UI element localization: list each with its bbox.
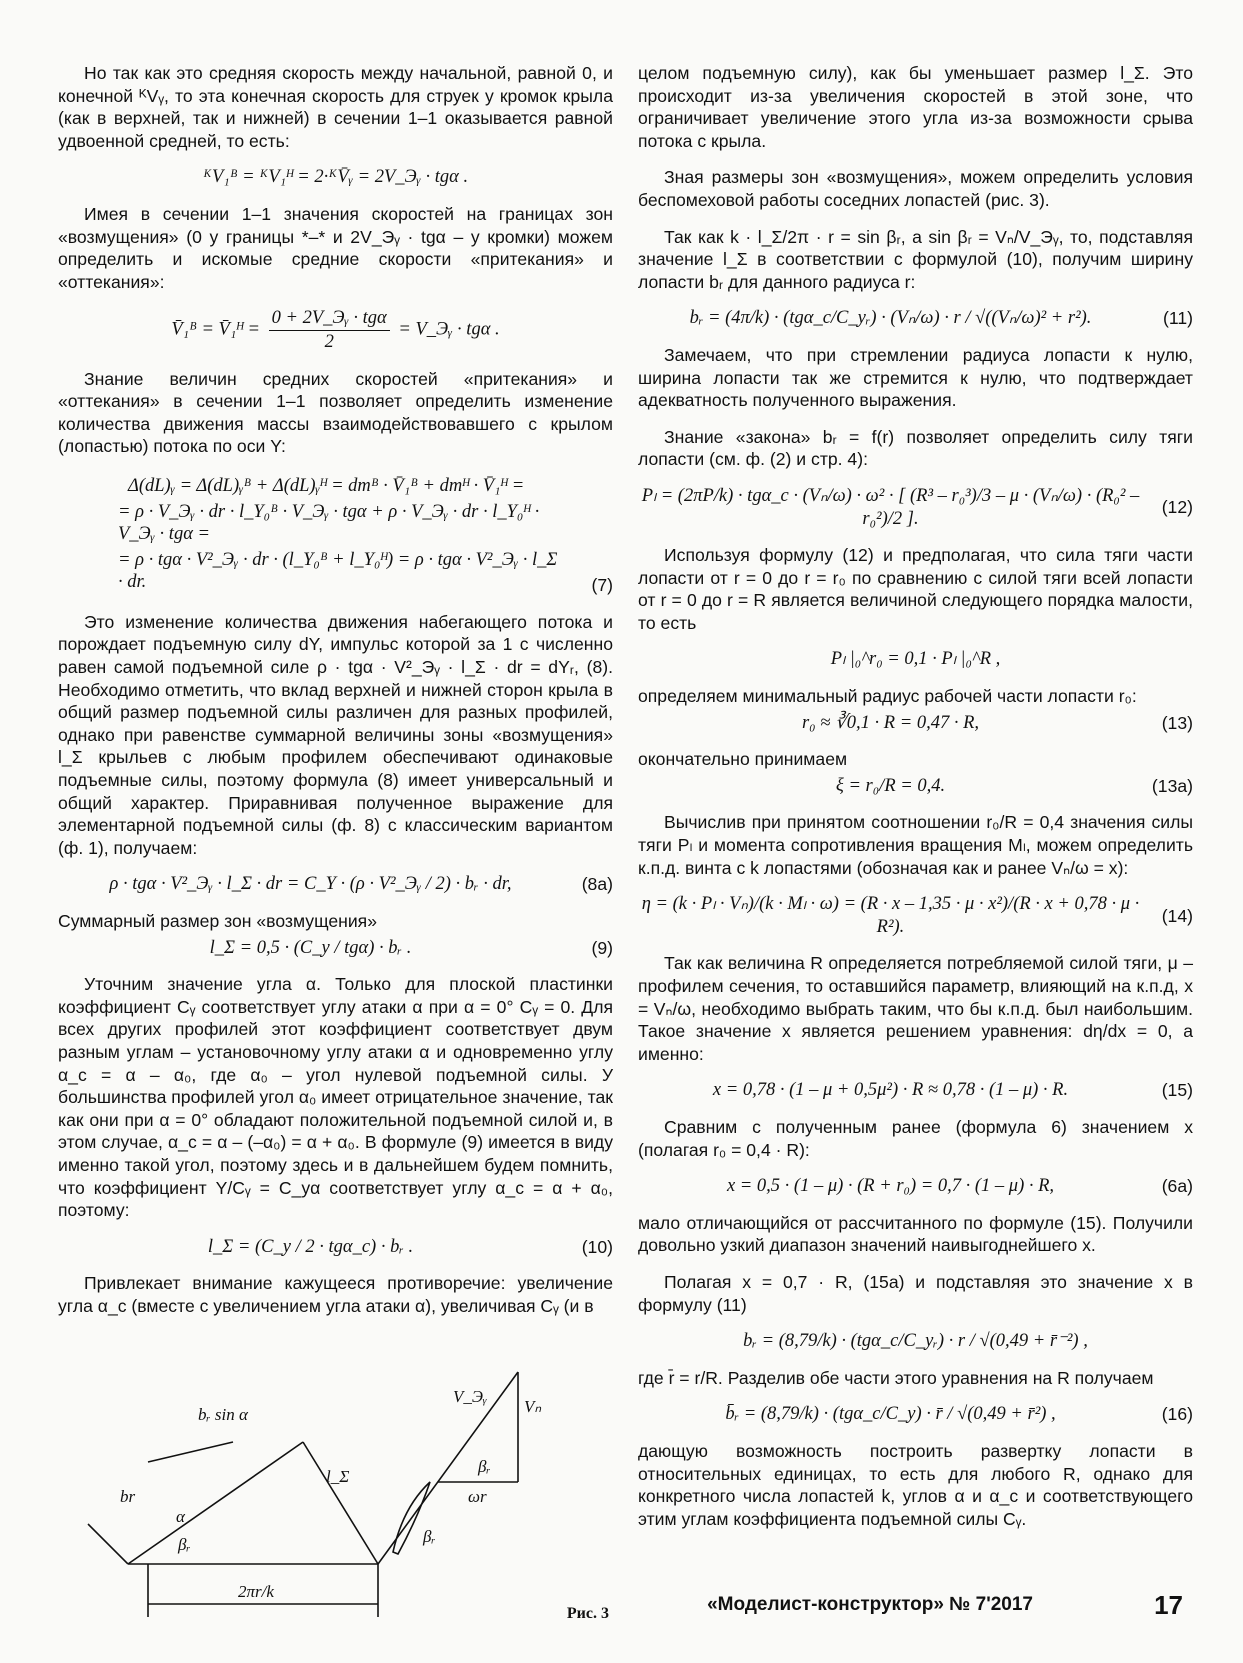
paragraph: где r̄ = r/R. Разделив обе части этого уравнения на R получаем [638,1367,1154,1388]
equation-number: (15) [1161,1080,1193,1101]
paragraph: Используя формулу (12) и предполагая, что сила тяги части лопасти от r = 0 до r = r₀ по сравнению с силой тяги всей лопасти от r = 0 до r = R является величиной следующего порядка малости, то есть [638,545,1193,633]
denominator: 2 [324,331,334,352]
label-beta-r: βᵣ [478,1456,491,1476]
paragraph: Замечаем, что при стремлении радиуса лопасти к нулю, ширина лопасти так же стремится к нулю, что подтверждает адекватность полученного выражения. [638,344,1193,411]
equation-line: = ρ · V_Эᵧ · dr · l_Y₀ᴮ · V_Эᵧ · tgα + ρ · V_Эᵧ · dr · l_Y₀ᴴ · V_Эᵧ · tgα = [118,501,540,545]
equation-body: Pₗ |₀^r₀ = 0,1 · Pₗ |₀^R , [830,649,1001,670]
label-vn: Vₙ [524,1396,542,1416]
equation-line: Δ(dL)ᵧ = Δ(dL)ᵧᴮ + Δ(dL)ᵧᴴ = dmᴮ · V̄₁ᴮ + dmᴴ · V̄₁ᴴ = [128,475,525,496]
equation-body: x = 0,5 · (1 – μ) · (R + r₀) = 0,7 · (1 – μ) · R, [726,1176,1055,1197]
paragraph: мало отличающийся от рассчитанного по формуле (15). Получили довольно узкий диапазон значений наивыгоднейшего x. [638,1212,1193,1256]
equation [638,893,1193,938]
equation [638,1330,1193,1353]
label-beta-r: βᵣ [423,1526,436,1546]
numerator: 0 + 2V_Эᵧ · tgα [269,307,390,331]
paragraph: Это изменение количества движения набегающего потока и порождает подъемную силу dY, импульс которой за 1 с численно равен самой подъемной силе ρ · tgα · V²_Эᵧ · l_Σ · dr = dYᵣ, (8). Необходимо отметить, что вклад верхней и нижней сторон крыла в общий размер подъемной силы различен для разных профилей, однако при равенстве суммарной величины зоны «возмущения» l_Σ крыльев с любым профилем обеспечивают одинаковые подъемные силы, поэтому формула (8) имеет универсальный и общий характер. Приравнивая полученное выражение для элементарной подъемной силы (ф. 8) с классическим вариантом (ф. 1), получаем: [58,611,613,858]
paragraph: дающую возможность построить развертку лопасти в относительных единицах, то есть для любого R, однако для конкретного числа лопастей k, углов α и α_c и соответствующего этим углам коэффициента подъемной силы Cᵧ. [638,1440,1193,1529]
fraction [269,307,390,353]
blade-diagram [58,1332,613,1632]
equation-body: Pₗ = (2πP/k) · tgα_c · (Vₙ/ω) · ω² · [ (R³ – r₀³)/3 – μ · (Vₙ/ω) · (R₀² – r₀²)/2 ]. [641,485,1140,529]
equation-body: η = (k · Pₗ · Vₙ)/(k · Mₗ · ω) = (R · x – 1,35 · μ · x²)/(R · x + 0,78 · μ · R²). [641,894,1140,937]
figure-caption: Рис. 3 [566,1604,609,1622]
paragraph: Но так как это средняя скорость между начальной, равной 0, и конечной ᴷVᵧ, то эта конечная скорость для струек у кромок крыла (как в верхней, так и нижней) в сечении 1–1 оказывается равной удвоенной средней, то есть: [58,63,613,151]
equation-number: (8а) [581,874,613,895]
equation [638,1403,1193,1426]
label-br: br [120,1486,136,1506]
equation-body: l_Σ = 0,5 · (C_y / tgα) · bᵣ . [209,937,412,958]
blade-chord-right [378,1372,518,1564]
label-l-sigma: l_Σ [326,1466,350,1486]
paragraph: Знание «закона» bᵣ = f(r) позволяет определить силу тяги лопасти (см. ф. (2) и стр. 4): [638,426,1193,470]
paragraph: окончательно принимаем [638,749,848,770]
page-footer [0,1590,1243,1630]
figure-3 [58,1332,613,1632]
journal-title: «Моделист-конструктор» № 7'2017 [707,1594,1033,1615]
equation-number: (11) [1163,308,1193,329]
equation-body: b̄ᵣ = (8,79/k) · (tgα_c/C_y) · r̄ / √(0,49 + r̄²) , [725,1404,1056,1425]
equation [58,937,613,960]
paragraph: Так как k · l_Σ/2π · r = sin βᵣ, а sin βᵣ = Vₙ/V_Эᵧ, то, подставляя значение l_Σ в соответствии с формулой (10), получим ширину лопасти bᵣ для данного радиуса r: [638,226,1193,292]
equation [638,485,1193,530]
equation-number: (9) [591,937,613,958]
paragraph: Сравним с полученным ранее (формула 6) значением x (полагая r₀ = 0,4 · R): [638,1116,1193,1160]
equation-body: l_Σ = (C_y / 2 · tgα_c) · bᵣ . [207,1236,414,1257]
paragraph: Полагая x = 0,7 · R, (15а) и подставляя это значение x в формулу (11) [638,1271,1193,1315]
left-column [58,62,613,1632]
equation-number: (10) [581,1236,613,1257]
equation-body: ᴷV₁ᴮ = ᴷV₁ᴴ = 2·ᴷV̄ᵧ = 2V_Эᵧ · tgα . [202,167,469,188]
equation-number: (13а) [1151,775,1193,796]
label-alpha: α [176,1506,185,1526]
eq-lhs: V̄₁ᴮ = V̄₁ᴴ = [171,319,260,340]
paragraph: Имея в сечении 1–1 значения скоростей на границах зон «возмущения» (0 у границы *–* и 2V_Эᵧ · tgα – у кромки) можем определить и искомые средние скорости «притекания» и «оттекания»: [58,203,613,292]
equation-number: (16) [1161,1404,1193,1425]
paragraph: Знание величин средних скоростей «притекания» и «оттекания» в сечении 1–1 позволяет определить изменение количества движения массы взаимодействовавшего с крылом (лопастью) потока по оси Y: [58,368,613,457]
label-beta-r: βᵣ [178,1534,191,1554]
paragraph: Суммарный размер зон «возмущения» [58,911,377,931]
equation-body [58,307,613,353]
equation-body: ρ · tgα · V²_Эᵧ · l_Σ · dr = C_Y · (ρ · V²_Эᵧ / 2) · bᵣ · dr, [109,874,512,895]
br-dimension-line [88,1524,128,1564]
equation [58,307,613,353]
equation [58,166,613,189]
equation-number: (13) [1161,712,1193,733]
paragraph: Уточним значение угла α. Только для плоской пластинки коэффициент Cᵧ соответствует углу атаки α при α = 0° Cᵧ = 0. Для всех других профилей этот коэффициент соответствует двум разным углам – установочному углу атаки α и одновременно углу α_c = α – α₀, где α₀ – угол нулевой подъемной силы. У большинства профилей угол α₀ имеет отрицательное значение, так как они при α = 0° обладают положительной подъемной силой и, в этом случае, α_c = α – (–α₀) = α + α₀. В формуле (9) имеется в виду именно такой угол, поэтому здесь и в дальнейшем будем помнить, что коэффициент Y/Cᵧ = C_yα соответствует углу α_c = α + α₀, поэтому: [58,974,613,1221]
equation [638,1079,1193,1102]
right-column [638,62,1193,1544]
equation [58,1236,613,1259]
equation-number: (12) [1161,497,1193,518]
equation-number: (6а) [1161,1176,1193,1197]
label-v-ey: V_Эᵧ [453,1386,487,1406]
equation-body: r₀ ≈ ∛0,1 · R = 0,47 · R, [801,712,980,733]
equation [58,472,613,597]
equation-body: x = 0,78 · (1 – μ + 0,5μ²) · R ≈ 0,78 · (1 – μ) · R. [712,1080,1069,1101]
equation [58,873,613,896]
equation [638,775,1193,798]
equation-body: bᵣ = (8,79/k) · (tgα_c/C_yᵣ) · r / √(0,49 + r̄⁻²) , [743,1331,1088,1352]
equation-line: = ρ · tgα · V²_Эᵧ · dr · (l_Y₀ᴮ + l_Y₀ᴴ) = ρ · tgα · V²_Эᵧ · l_Σ · dr. [118,549,558,593]
paragraph: Зная размеры зон «возмущения», можем определить условия беспомеховой работы соседних лопастей (рис. 3). [638,167,1193,210]
equation [638,648,1193,671]
label-omega-r: ωr [468,1486,487,1506]
disturbance-zone [303,1442,378,1564]
eq-rhs: = V_Эᵧ · tgα . [398,319,500,340]
label-brsin: bᵣ sin α [198,1404,248,1424]
paragraph: определяем минимальный радиус рабочей части лопасти r₀: [638,686,1137,707]
paragraph: Привлекает внимание кажущееся противоречие: увеличение угла α_c (вместе с увеличением угла атаки α), увеличивая Cᵧ (и в [58,1273,613,1316]
equation [638,307,1193,330]
paragraph: целом подъемную силу), как бы уменьшает размер l_Σ. Это происходит из-за увеличения скоростей в этой зоне, что ограничивает увеличение этого угла из-за возможности срыва потока с крыла. [638,63,1193,151]
label-pitch: 2πr/k [238,1581,274,1601]
equation-body [58,472,563,597]
paragraph: Вычислив при принятом соотношении r₀/R = 0,4 значения силы тяги Pₗ и момента сопротивления вращения Mₗ, можем определить к.п.д. винта с k лопастями (обозначая как и ранее Vₙ/ω = x): [638,812,1193,878]
equation [638,1175,1193,1198]
equation-number: (7) [591,575,613,596]
page-number: 17 [1154,1590,1183,1620]
brsin-line [148,1442,233,1462]
equation-body: bᵣ = (4π/k) · (tgα_c/C_yᵣ) · (Vₙ/ω) · r / √((Vₙ/ω)² + r²). [689,308,1092,329]
paragraph: Так как величина R определяется потребляемой силой тяги, μ – профилем сечения, то оставшийся параметр, влияющий на к.п.д, x = Vₙ/ω, необходимо выбрать таким, что бы к.п.д. был наибольшим. Такое значение x является решением уравнения: dη/dx = 0, а именно: [638,953,1193,1064]
equation [638,712,1193,735]
equation-number: (14) [1161,905,1193,926]
equation-body: ξ = r₀/R = 0,4. [835,775,946,796]
